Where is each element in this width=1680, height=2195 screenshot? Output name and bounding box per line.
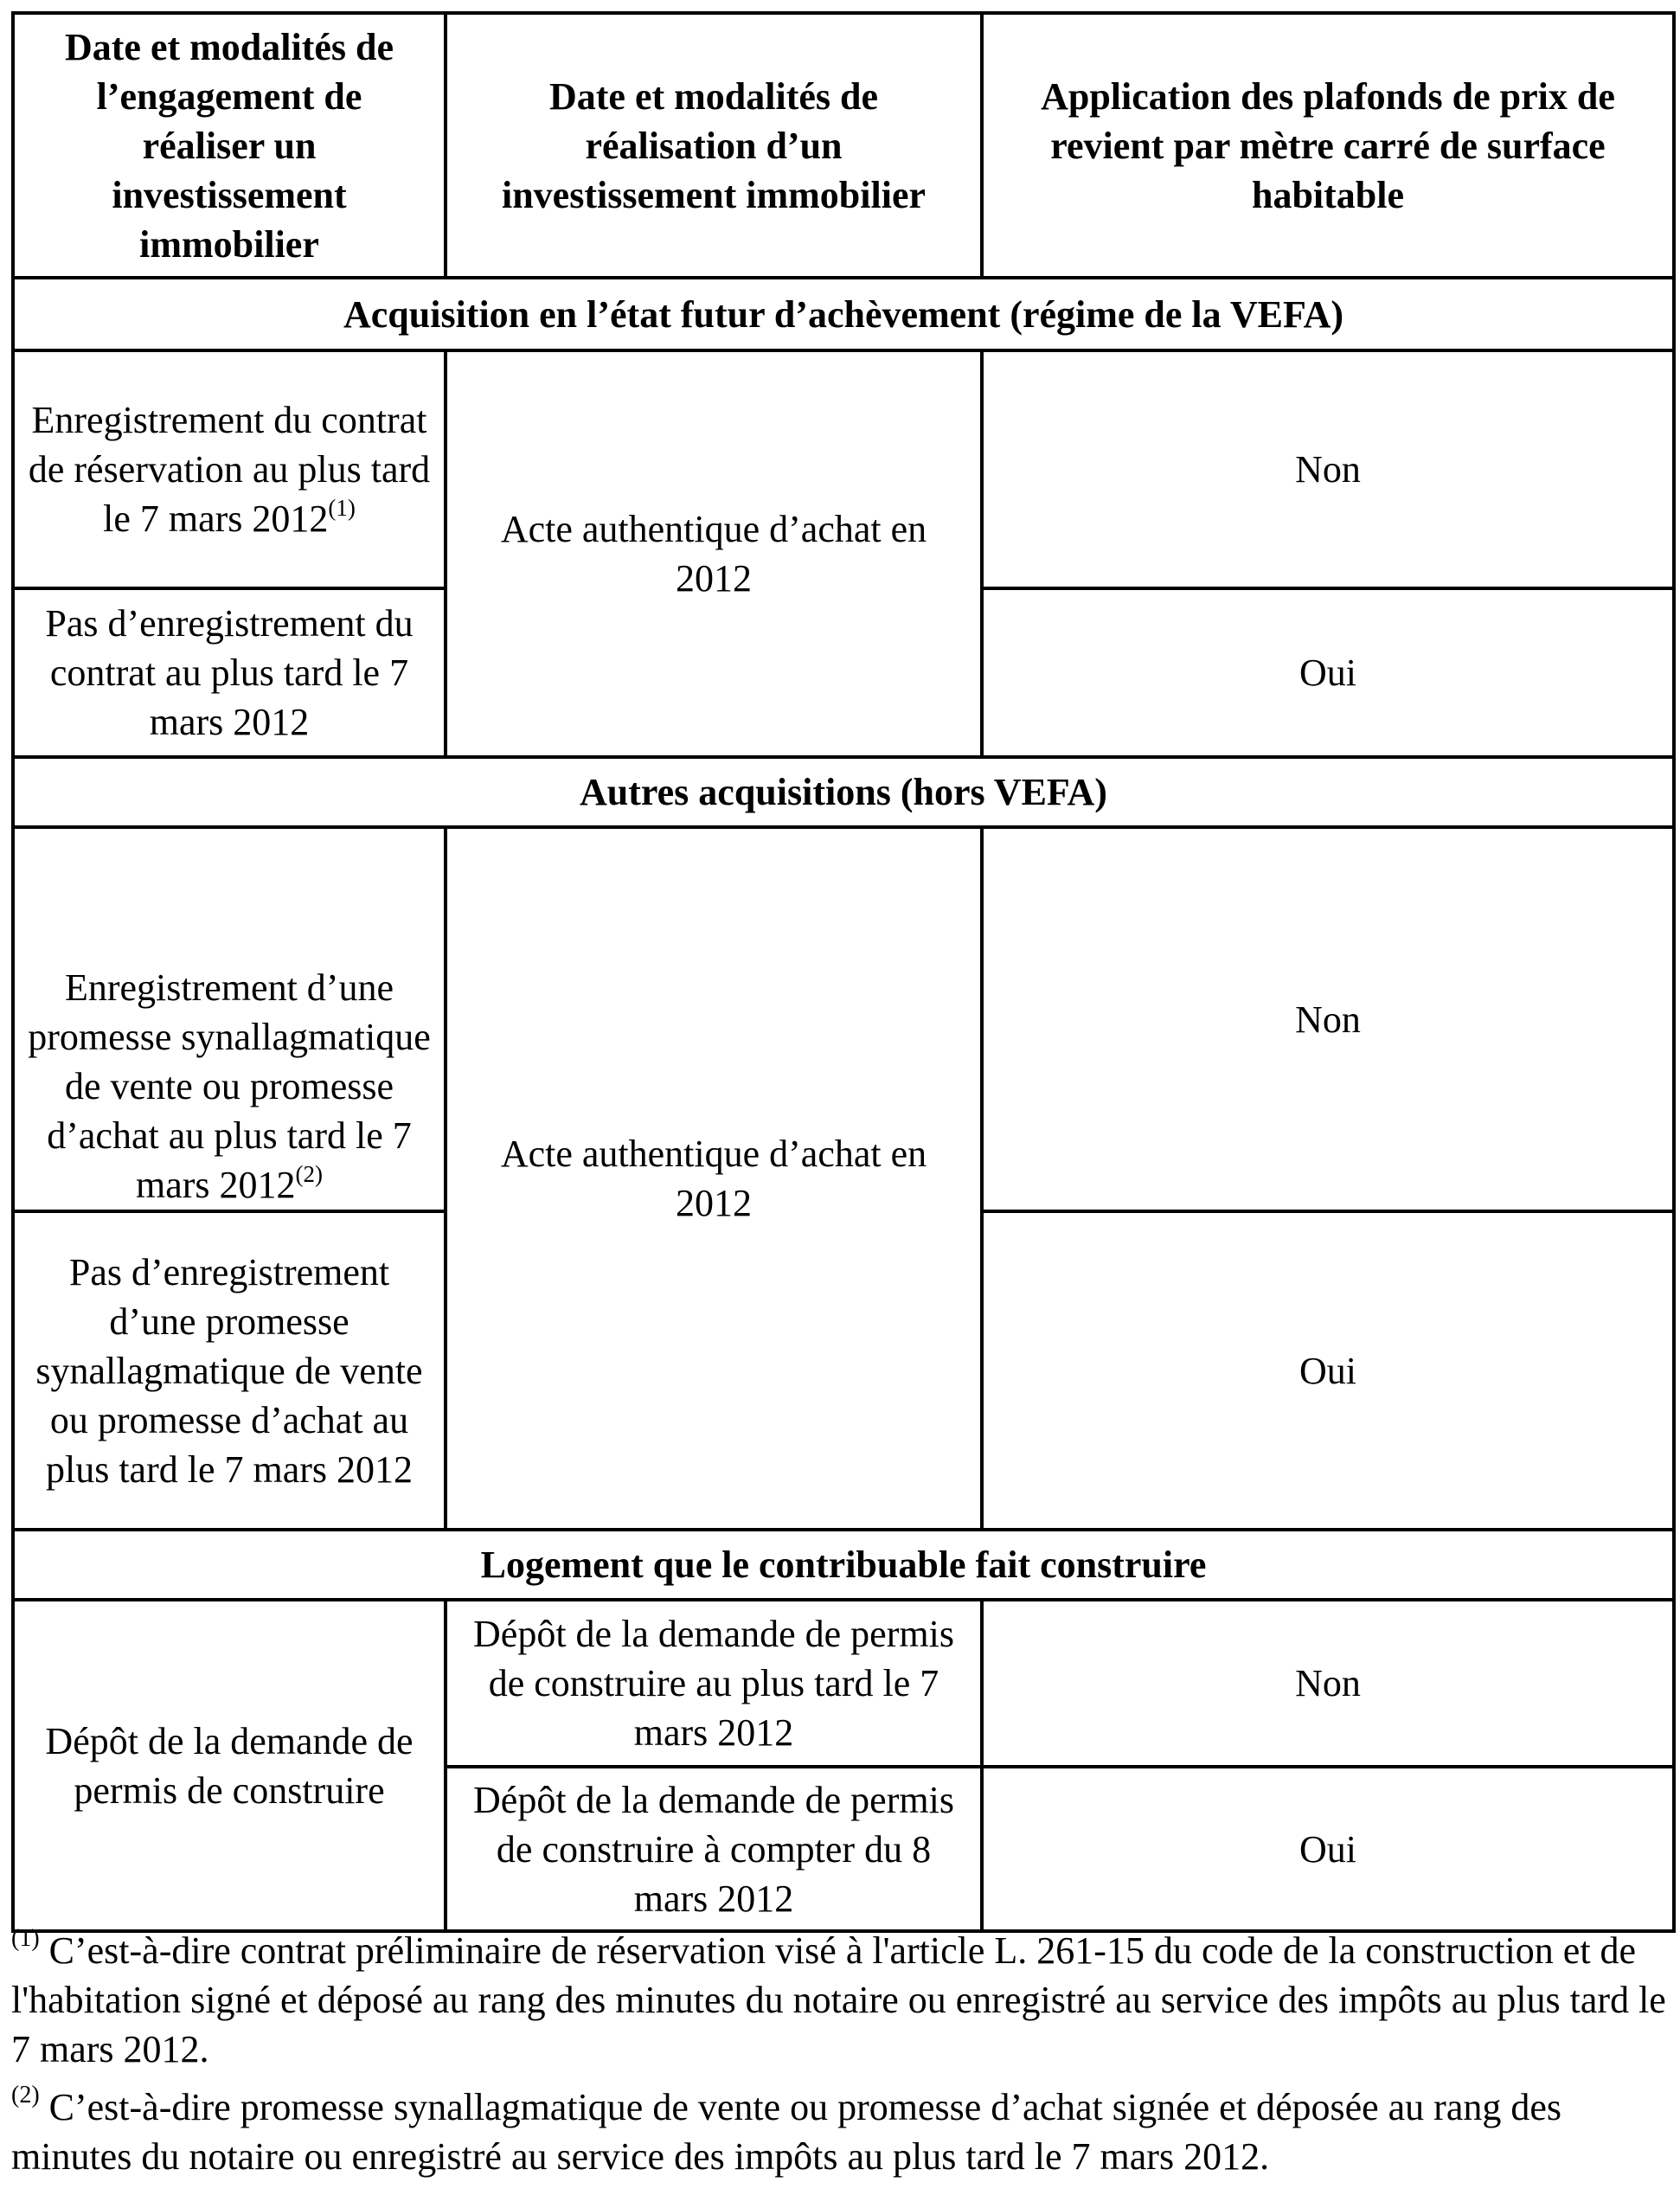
section-row (13, 757, 1674, 827)
footnote-marker: (2) (11, 2082, 40, 2108)
section-row (13, 1530, 1674, 1600)
section-row (13, 278, 1674, 350)
footnote-ref-2: (2) (295, 1161, 323, 1187)
footnotes (11, 1926, 1672, 2190)
engagement-cell: Pas d’enregistrement du contrat au plus tard le 7 mars 2012 (13, 588, 446, 757)
application-cell: Oui (982, 1211, 1674, 1530)
application-cell: Non (982, 1600, 1674, 1767)
engagement-cell (13, 827, 446, 1211)
application-cell: Oui (982, 588, 1674, 757)
table-row (13, 1600, 1674, 1767)
footnote-marker: (1) (11, 1925, 40, 1952)
realisation-cell: Dépôt de la demande de permis de construire au plus tard le 7 mars 2012 (446, 1600, 982, 1767)
footnote-text: C’est-à-dire promesse synallagmatique de vente ou promesse d’achat signée et déposée au rang des minutes du notaire ou enregistré au service des impôts au plus tard le 7 mars 2012. (11, 2086, 1562, 2178)
header-engagement: Date et modalités de l’engagement de réaliser un investissement immobilier (13, 13, 446, 278)
header-application: Application des plafonds de prix de revient par mètre carré de surface habitable (982, 13, 1674, 278)
realisation-cell: Acte authentique d’achat en 2012 (446, 350, 982, 757)
realisation-cell: Acte authentique d’achat en 2012 (446, 827, 982, 1530)
engagement-cell: Dépôt de la demande de permis de construire (13, 1600, 446, 1931)
section-title-vefa: Acquisition en l’état futur d’achèvement (régime de la VEFA) (13, 278, 1674, 350)
footnote-ref-1: (1) (328, 495, 356, 521)
footnote-text: C’est-à-dire contrat préliminaire de réservation visé à l'article L. 261-15 du code de la construction et de l'habitation signé et déposé au rang des minutes du notaire ou enregistré au service des impôts au plus tard le 7 mars 2012. (11, 1929, 1666, 2070)
header-row (13, 13, 1674, 278)
application-cell: Oui (982, 1767, 1674, 1931)
table-row (13, 350, 1674, 588)
section-title-construction: Logement que le contribuable fait construire (13, 1530, 1674, 1600)
section-title-hors-vefa: Autres acquisitions (hors VEFA) (13, 757, 1674, 827)
engagement-cell (13, 350, 446, 588)
regime-table (11, 11, 1676, 1933)
header-realisation: Date et modalités de réalisation d’un investissement immobilier (446, 13, 982, 278)
application-cell: Non (982, 350, 1674, 588)
engagement-text: Enregistrement d’une promesse synallagmatique de vente ou promesse d’achat au plus tard le 7 mars 2012 (28, 966, 431, 1206)
footnote-1 (11, 1926, 1672, 2074)
table-row (13, 827, 1674, 1211)
footnote-2 (11, 2083, 1672, 2181)
realisation-cell: Dépôt de la demande de permis de construire à compter du 8 mars 2012 (446, 1767, 982, 1931)
engagement-cell: Pas d’enregistrement d’une promesse synallagmatique de vente ou promesse d’achat au plus tard le 7 mars 2012 (13, 1211, 446, 1530)
application-cell: Non (982, 827, 1674, 1211)
engagement-text: Enregistrement du contrat de réservation au plus tard le 7 mars 2012 (28, 399, 431, 540)
